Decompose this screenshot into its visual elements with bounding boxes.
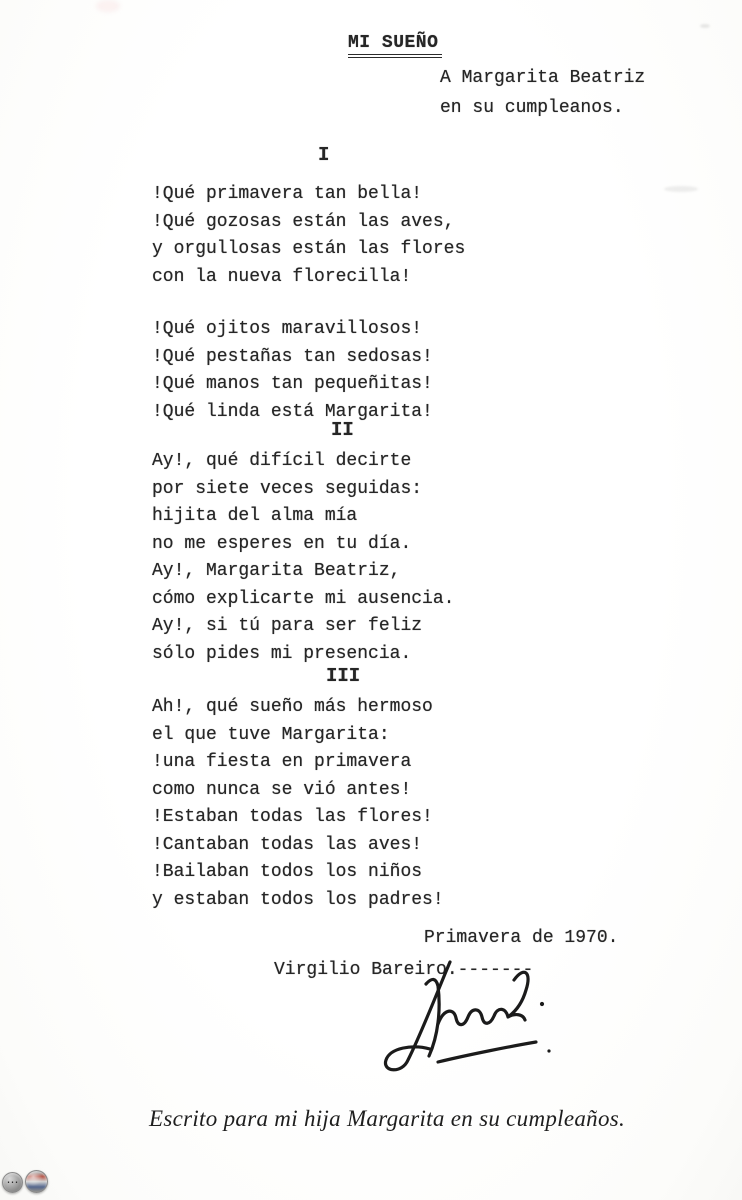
- poem-line: con la nueva florecilla!: [152, 266, 412, 287]
- poem-line: Ah!, qué sueño más hermoso: [152, 697, 433, 717]
- poem-line: como nunca se vió antes!: [152, 779, 412, 800]
- scan-smudge: [700, 24, 710, 28]
- page-title: [348, 33, 442, 58]
- dedication: [440, 63, 645, 123]
- section-numeral-ii: II: [331, 419, 354, 441]
- stanza: [152, 448, 454, 668]
- author-line: Virgilio Bareiro.-------: [274, 960, 534, 980]
- poem-line: cómo explicarte mi ausencia.: [152, 588, 455, 609]
- footer-caption: Escrito para mi hija Margarita en su cumpleaños.: [149, 1106, 626, 1131]
- scan-smudge: [96, 0, 120, 12]
- section-numeral-i: I: [318, 144, 330, 166]
- dedication-line: A Margarita Beatriz: [440, 68, 646, 88]
- poem-line: !Estaban todas las flores!: [152, 807, 433, 827]
- poem-title-text: MI SUEÑO: [348, 33, 442, 58]
- date-line: Primavera de 1970.: [424, 928, 619, 948]
- viewer-badge-button[interactable]: [25, 1170, 48, 1193]
- poem-line: !Qué manos tan pequeñitas!: [152, 374, 433, 394]
- poem-line: !Qué primavera tan bella!: [152, 184, 423, 204]
- poem-line: no me esperes en tu día.: [152, 533, 412, 554]
- scan-smudge: [664, 186, 698, 192]
- poem-line: hijita del alma mía: [152, 506, 358, 526]
- poem-line: !Qué linda está Margarita!: [152, 401, 433, 422]
- poem-line: !Qué pestañas tan sedosas!: [152, 346, 433, 367]
- poem-line: !Cantaban todas las aves!: [152, 834, 423, 855]
- poem-line: Ay!, Margarita Beatriz,: [152, 561, 401, 581]
- poem-line: !Bailaban todos los niños: [152, 862, 423, 882]
- section-numeral-iii: III: [326, 665, 361, 687]
- handwritten-signature-icon: [372, 952, 582, 1082]
- ellipsis-icon: ⋯: [6, 1175, 19, 1189]
- poem-line: y estaban todos los padres!: [152, 889, 444, 910]
- poem-line: !Qué gozosas están las aves,: [152, 211, 455, 232]
- more-options-button[interactable]: [2, 1172, 23, 1193]
- poem-line: !una fiesta en primavera: [152, 752, 412, 772]
- stanza: [152, 181, 465, 291]
- poem-line: sólo pides mi presencia.: [152, 643, 412, 664]
- poem-line: y orgullosas están las flores: [152, 239, 466, 259]
- poem-line: Ay!, qué difícil decirte: [152, 451, 412, 471]
- stanza: [152, 316, 433, 426]
- stanza: [152, 694, 444, 914]
- dedication-line: en su cumpleanos.: [440, 98, 624, 118]
- poem-line: Ay!, si tú para ser feliz: [152, 616, 423, 636]
- poem-line: !Qué ojitos maravillosos!: [152, 319, 423, 339]
- poem-line: por siete veces seguidas:: [152, 478, 423, 499]
- poem-line: el que tuve Margarita:: [152, 724, 390, 745]
